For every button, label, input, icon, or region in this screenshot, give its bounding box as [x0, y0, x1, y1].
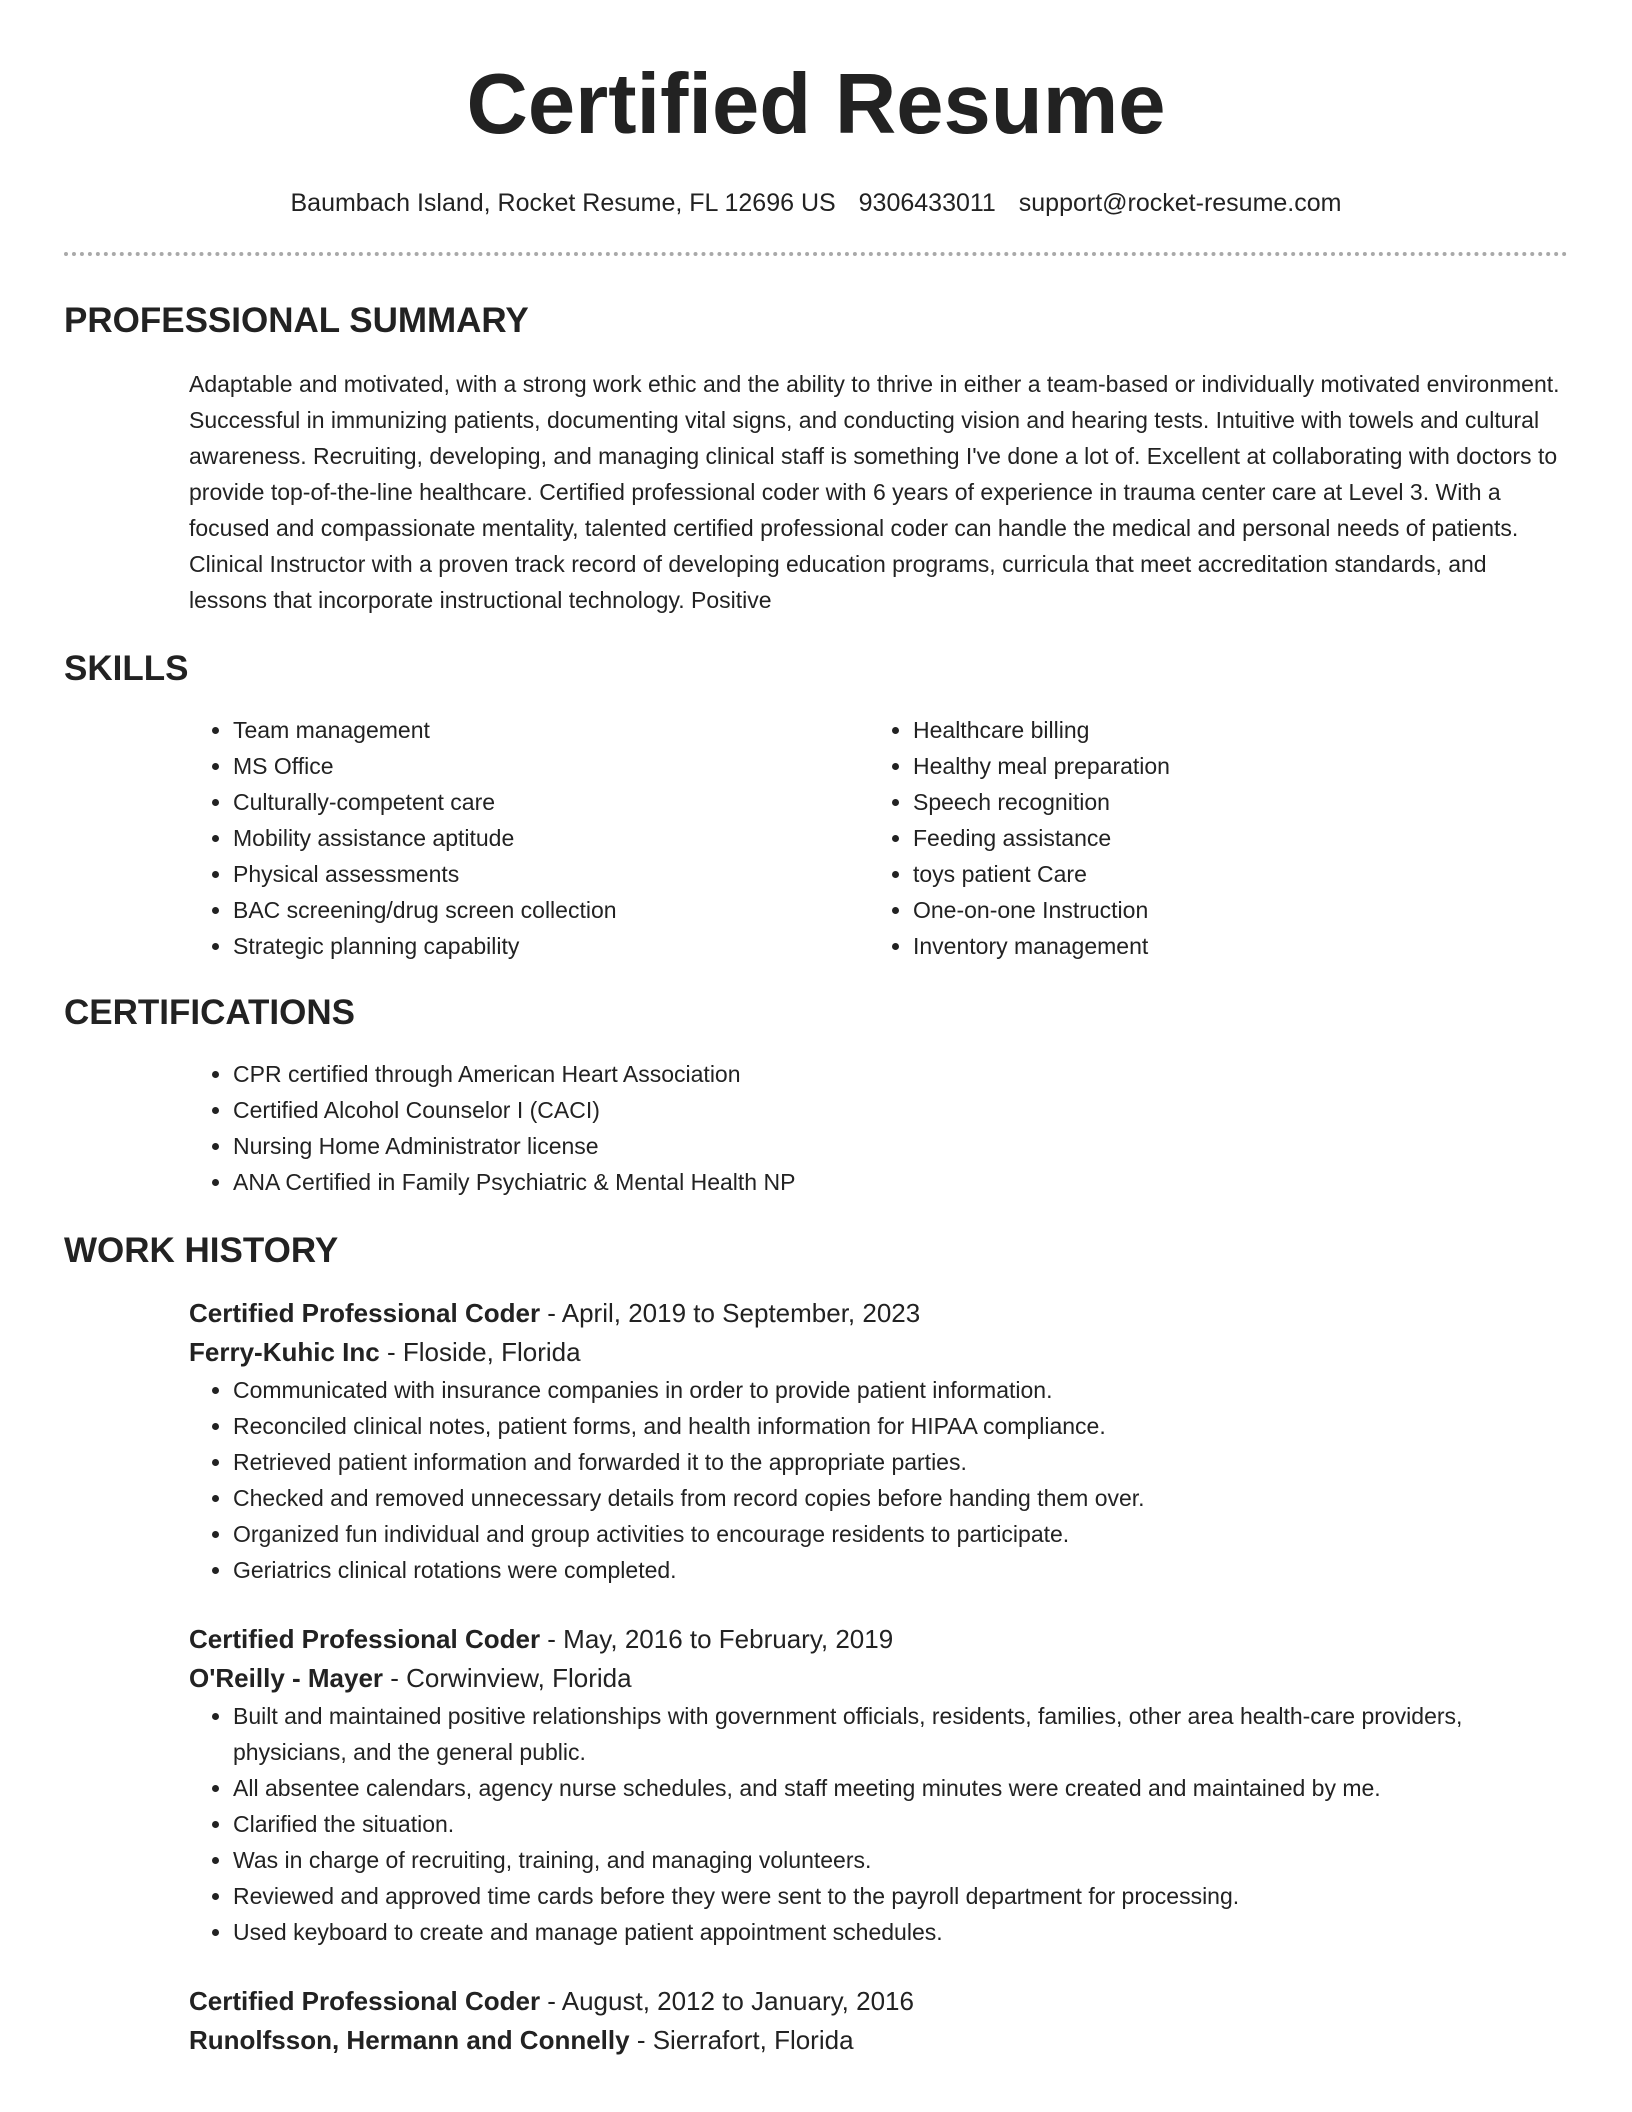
certifications-section	[64, 992, 1568, 1200]
address-text: Baumbach Island, Rocket Resume, FL 12696 US	[290, 189, 836, 217]
candidate-name: Certified Resume	[466, 57, 1166, 152]
section-title-summary: PROFESSIONAL SUMMARY	[64, 301, 529, 340]
job-duties-list	[189, 1698, 1568, 1950]
certification-item: • Certified Alcohol Counselor I (CACI)	[233, 1092, 1568, 1128]
job-company-line	[189, 1333, 1568, 1372]
resume-header	[0, 0, 1632, 218]
job-duty-item: • Communicated with insurance companies in order to provide patient information.	[233, 1372, 1568, 1408]
job-duty-item: • Retrieved patient information and forwarded it to the appropriate parties.	[233, 1444, 1568, 1480]
skills-column-left	[189, 712, 869, 964]
summary-text: Adaptable and motivated, with a strong work ethic and the ability to thrive in either a team-based or individually motivated environment. Successful in immunizing patients, documenting vital signs, and conducting vision and hearing tests. Intuitive with towels and cultural awareness. Recruiting, developing, and managing clinical staff is something I've done a lot of. Excellent at collaborating with doctors to provide top-of-the-line healthcare. Certified professional coder with 6 years of experience in trauma center care at Level 3. With a focused and compassionate mentality, talented certified professional coder can handle the medical and personal needs of patients. Clinical Instructor with a proven track record of developing education programs, curricula that meet accreditation standards, and lessons that incorporate instructional technology. Positive	[189, 371, 1560, 613]
job-duty-item: • Built and maintained positive relationships with government officials, residents, families, other area health-care providers, physicians, and the general public.	[233, 1698, 1568, 1770]
job-duty-item: • Reconciled clinical notes, patient forms, and health information for HIPAA compliance.	[233, 1408, 1568, 1444]
job-duty-item: • Used keyboard to create and manage patient appointment schedules.	[233, 1914, 1568, 1950]
header-divider	[64, 252, 1568, 256]
job-title-line	[189, 1620, 1568, 1659]
job-duties-list	[189, 1372, 1568, 1588]
job-location: - Sierrafort, Florida	[629, 2025, 854, 2055]
skill-item: • Team management	[233, 712, 869, 748]
skills-column-right	[869, 712, 1549, 964]
section-title-skills: SKILLS	[64, 649, 189, 688]
skill-item: • toys patient Care	[913, 856, 1549, 892]
work-history-section	[64, 1230, 1568, 2060]
job-dates: - August, 2012 to January, 2016	[540, 1986, 914, 2016]
job-company: Ferry-Kuhic Inc	[189, 1337, 380, 1367]
skill-item: • Strategic planning capability	[233, 928, 869, 964]
skill-item: • MS Office	[233, 748, 869, 784]
skill-item: • Physical assessments	[233, 856, 869, 892]
certifications-list	[189, 1056, 1568, 1200]
job-role: Certified Professional Coder	[189, 1298, 541, 1328]
job-dates: - May, 2016 to February, 2019	[540, 1624, 894, 1654]
certification-item: • Nursing Home Administrator license	[233, 1128, 1568, 1164]
skill-item: • Culturally-competent care	[233, 784, 869, 820]
skill-item: • Speech recognition	[913, 784, 1549, 820]
skill-item: • Healthcare billing	[913, 712, 1549, 748]
job-location: - Corwinview, Florida	[383, 1663, 632, 1693]
job-duty-item: • Geriatrics clinical rotations were completed.	[233, 1552, 1568, 1588]
contact-line	[0, 188, 1632, 218]
skills-grid	[189, 712, 1568, 964]
skill-item: • One-on-one Instruction	[913, 892, 1549, 928]
job-company: Runolfsson, Hermann and Connelly	[189, 2025, 630, 2055]
job-entry	[189, 1982, 1568, 2060]
job-company: O'Reilly - Mayer	[189, 1663, 384, 1693]
skill-item: • Feeding assistance	[913, 820, 1549, 856]
job-company-line	[189, 1659, 1568, 1698]
skill-item: • Mobility assistance aptitude	[233, 820, 869, 856]
job-title-line	[189, 1982, 1568, 2021]
job-dates: - April, 2019 to September, 2023	[540, 1298, 921, 1328]
section-title-work-history: WORK HISTORY	[64, 1231, 339, 1270]
skill-item: • Healthy meal preparation	[913, 748, 1549, 784]
skills-list-right	[869, 712, 1549, 964]
skill-item: • Inventory management	[913, 928, 1549, 964]
skills-list-left	[189, 712, 869, 964]
professional-summary-section	[64, 300, 1568, 618]
job-duty-item: • All absentee calendars, agency nurse schedules, and staff meeting minutes were created and maintained by me.	[233, 1770, 1568, 1806]
email-text: support@rocket-resume.com	[1018, 189, 1342, 217]
job-company-line	[189, 2021, 1568, 2060]
section-title-certifications: CERTIFICATIONS	[64, 993, 356, 1032]
skills-section	[64, 648, 1568, 964]
job-duty-item: • Clarified the situation.	[233, 1806, 1568, 1842]
certification-item: • CPR certified through American Heart Association	[233, 1056, 1568, 1092]
phone-text: 9306433011	[858, 189, 996, 217]
job-location: - Floside, Florida	[379, 1337, 581, 1367]
job-title-line	[189, 1294, 1568, 1333]
certifications-list-wrap	[189, 1056, 1568, 1200]
job-entry	[189, 1620, 1568, 1950]
job-duty-item: • Checked and removed unnecessary details from record copies before handing them over.	[233, 1480, 1568, 1516]
skill-item: • BAC screening/drug screen collection	[233, 892, 869, 928]
job-duty-item: • Reviewed and approved time cards before they were sent to the payroll department for processing.	[233, 1878, 1568, 1914]
job-duty-item: • Organized fun individual and group activities to encourage residents to participate.	[233, 1516, 1568, 1552]
job-duty-item: • Was in charge of recruiting, training, and managing volunteers.	[233, 1842, 1568, 1878]
job-entry	[189, 1294, 1568, 1588]
certification-item: • ANA Certified in Family Psychiatric & Mental Health NP	[233, 1164, 1568, 1200]
job-role: Certified Professional Coder	[189, 1986, 541, 2016]
job-role: Certified Professional Coder	[189, 1624, 541, 1654]
